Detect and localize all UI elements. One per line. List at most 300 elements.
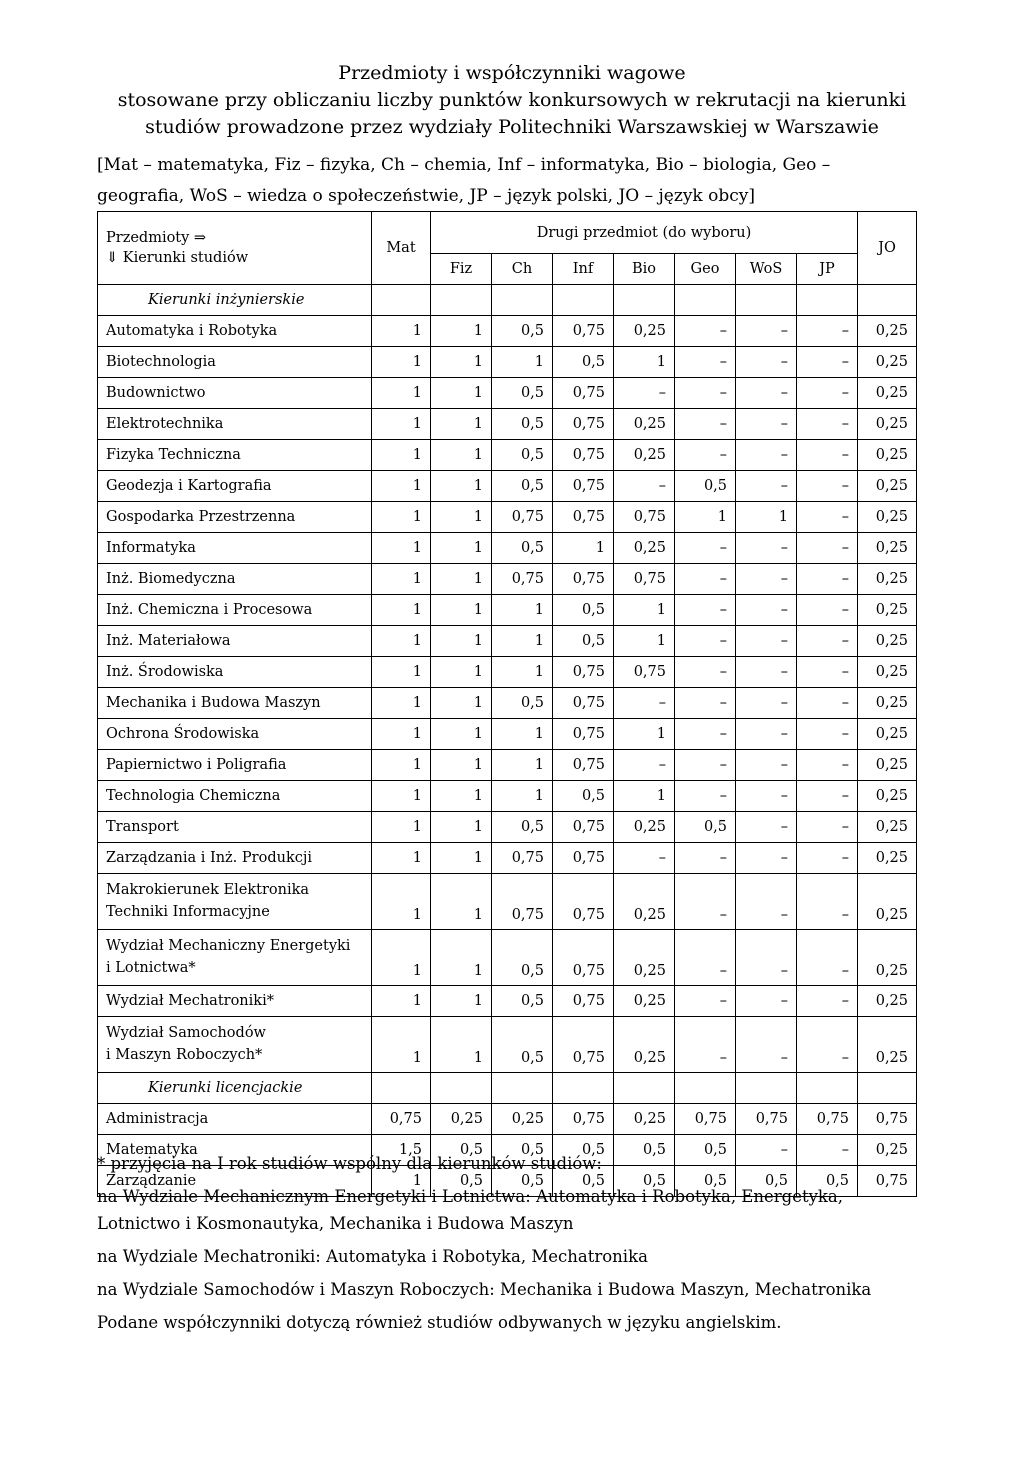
section-label: Kierunki licencjackie — [98, 1073, 372, 1104]
header-jo: JO — [858, 212, 917, 285]
coefficient-cell: – — [675, 595, 736, 626]
field-name: Biotechnologia — [98, 347, 372, 378]
field-name: Papiernictwo i Poligrafia — [98, 750, 372, 781]
coefficient-cell: 1 — [492, 626, 553, 657]
field-name-line-1: Wydział Samochodów — [106, 1025, 266, 1041]
coefficient-cell: 0,75 — [553, 930, 614, 986]
table-row — [98, 986, 917, 1017]
coefficient-cell: – — [675, 533, 736, 564]
coefficient-cell: 1 — [553, 533, 614, 564]
coefficient-cell: 0,75 — [675, 1104, 736, 1135]
coefficient-cell: 0,5 — [736, 1166, 797, 1197]
coefficient-cell: – — [614, 471, 675, 502]
coefficient-cell: 1 — [675, 502, 736, 533]
document-title — [0, 61, 1024, 142]
coefficient-cell: 1 — [431, 750, 492, 781]
coefficient-cell: 0,25 — [858, 626, 917, 657]
coefficient-cell: – — [675, 378, 736, 409]
coefficient-cell: 0,25 — [858, 719, 917, 750]
empty-cell — [614, 1073, 675, 1104]
field-name: Matematyka — [98, 1135, 372, 1166]
coefficient-cell: – — [797, 781, 858, 812]
coefficient-cell: 1 — [614, 626, 675, 657]
coefficient-cell: 0,5 — [492, 409, 553, 440]
coefficient-cell: – — [675, 781, 736, 812]
empty-cell — [431, 285, 492, 316]
coefficient-cell: – — [797, 347, 858, 378]
coefficient-cell: 0,75 — [858, 1104, 917, 1135]
field-name: Informatyka — [98, 533, 372, 564]
coefficient-cell: – — [736, 874, 797, 930]
coefficient-cell: 0,5 — [492, 533, 553, 564]
coefficient-cell: 0,25 — [858, 930, 917, 986]
empty-cell — [553, 285, 614, 316]
coefficient-cell: 0,5 — [675, 1135, 736, 1166]
coefficient-cell: 0,25 — [614, 1017, 675, 1073]
footnote-mchtr: na Wydziale Mechatroniki: Automatyka i Robotyka, Mechatronika — [97, 1247, 648, 1266]
section-row — [98, 1073, 917, 1104]
coefficient-cell: 1,5 — [372, 1135, 431, 1166]
coefficient-cell: 1 — [372, 347, 431, 378]
table-row — [98, 1104, 917, 1135]
table-row — [98, 688, 917, 719]
coefficient-cell: 0,25 — [858, 688, 917, 719]
coefficient-cell: 1 — [372, 564, 431, 595]
coefficient-cell: 1 — [372, 409, 431, 440]
coefficient-cell: – — [797, 657, 858, 688]
coefficient-cell: 1 — [492, 347, 553, 378]
empty-cell — [372, 1073, 431, 1104]
title-line-2: stosowane przy obliczaniu liczby punktów konkursowych w rekrutacji na kierunki — [117, 89, 907, 111]
coefficient-cell: 0,25 — [858, 1135, 917, 1166]
coefficient-cell: 1 — [372, 1166, 431, 1197]
coefficient-cell: 0,75 — [736, 1104, 797, 1135]
field-name-line-2: Techniki Informacyjne — [106, 904, 270, 920]
coefficient-cell: 1 — [614, 347, 675, 378]
field-name-line-1: Wydział Mechaniczny Energetyki — [106, 938, 351, 954]
coefficient-cell: 0,25 — [431, 1104, 492, 1135]
coefficient-cell: – — [736, 781, 797, 812]
coefficient-cell: – — [675, 440, 736, 471]
coefficient-cell: – — [797, 409, 858, 440]
field-name: Zarządzanie — [98, 1166, 372, 1197]
table-row — [98, 1017, 917, 1073]
coefficient-cell: – — [675, 409, 736, 440]
coefficient-cell: 0,5 — [553, 1166, 614, 1197]
coefficient-cell: 0,5 — [553, 626, 614, 657]
coefficient-cell: 1 — [431, 626, 492, 657]
field-name: Budownictwo — [98, 378, 372, 409]
coefficient-cell: 1 — [431, 812, 492, 843]
header-subject: Fiz — [431, 254, 492, 285]
coefficient-cell: 0,5 — [492, 316, 553, 347]
coefficient-cell: – — [736, 986, 797, 1017]
table-row — [98, 347, 917, 378]
coefficient-cell: 1 — [492, 595, 553, 626]
footnote-star: * przyjęcia na I rok studiów wspólny dla kierunków studiów: — [97, 1154, 602, 1173]
header-subject: JP — [797, 254, 858, 285]
coefficient-cell: 0,75 — [492, 843, 553, 874]
coefficient-cell: 0,75 — [553, 688, 614, 719]
coefficient-cell: 1 — [431, 874, 492, 930]
table-row — [98, 440, 917, 471]
empty-cell — [675, 1073, 736, 1104]
coefficient-cell: – — [797, 502, 858, 533]
coefficient-cell: – — [675, 843, 736, 874]
coefficient-cell: 1 — [736, 502, 797, 533]
empty-cell — [736, 285, 797, 316]
coefficient-cell: 0,25 — [858, 843, 917, 874]
header-subject: Inf — [553, 254, 614, 285]
table-row — [98, 843, 917, 874]
coefficient-cell: 0,25 — [858, 440, 917, 471]
coefficient-cell: 0,25 — [858, 986, 917, 1017]
coefficient-cell: 0,75 — [492, 874, 553, 930]
table-row — [98, 409, 917, 440]
coefficient-cell: 0,75 — [553, 1017, 614, 1073]
coefficient-cell: 0,25 — [614, 316, 675, 347]
footnote-english: Podane współczynniki dotyczą również studiów odbywanych w języku angielskim. — [97, 1313, 782, 1332]
coefficient-cell: 1 — [431, 502, 492, 533]
coefficient-cell: 0,25 — [614, 874, 675, 930]
coefficient-cell: 1 — [372, 781, 431, 812]
coefficients-table — [97, 211, 917, 1197]
field-name: Elektrotechnika — [98, 409, 372, 440]
coefficient-cell: – — [797, 874, 858, 930]
coefficient-cell: – — [614, 688, 675, 719]
coefficient-cell: 1 — [372, 378, 431, 409]
coefficient-cell: 1 — [431, 378, 492, 409]
footnote-meil: na Wydziale Mechanicznym Energetyki i Lotnictwa: Automatyka i Robotyka, Energetyka, Lotnictwo i Kosmonautyka, Mechanika i Budowa Maszyn — [97, 1187, 843, 1233]
coefficient-cell: – — [675, 719, 736, 750]
coefficient-cell: 0,75 — [553, 657, 614, 688]
coefficient-cell: 0,25 — [858, 378, 917, 409]
coefficient-cell: – — [797, 719, 858, 750]
section-row — [98, 285, 917, 316]
coefficient-cell: 0,25 — [858, 564, 917, 595]
coefficient-cell: – — [614, 378, 675, 409]
footnotes — [97, 1150, 927, 1336]
coefficient-cell: – — [736, 657, 797, 688]
table-row — [98, 657, 917, 688]
table-row — [98, 595, 917, 626]
coefficient-cell: – — [736, 533, 797, 564]
field-name-line-1: Makrokierunek Elektronika — [106, 882, 310, 898]
header-subject: Ch — [492, 254, 553, 285]
title-line-1: Przedmioty i współczynniki wagowe — [338, 62, 686, 84]
header-row-1 — [98, 212, 917, 254]
coefficient-cell: 0,5 — [492, 986, 553, 1017]
coefficient-cell: 0,75 — [614, 502, 675, 533]
coefficient-cell: – — [736, 564, 797, 595]
field-name: Gospodarka Przestrzenna — [98, 502, 372, 533]
coefficient-cell: 0,5 — [553, 781, 614, 812]
coefficient-cell: 1 — [431, 440, 492, 471]
empty-cell — [553, 1073, 614, 1104]
coefficient-cell: 1 — [431, 471, 492, 502]
title-line-3: studiów prowadzone przez wydziały Politechniki Warszawskiej w Warszawie — [145, 116, 879, 138]
field-name: Wydział Mechatroniki* — [98, 986, 372, 1017]
coefficient-cell: – — [736, 626, 797, 657]
header-second-subject: Drugi przedmiot (do wyboru) — [431, 212, 858, 254]
coefficient-cell: 0,25 — [858, 874, 917, 930]
coefficient-cell: – — [675, 874, 736, 930]
coefficient-cell: – — [797, 378, 858, 409]
coefficient-cell: 0,75 — [614, 657, 675, 688]
field-name: Mechanika i Budowa Maszyn — [98, 688, 372, 719]
coefficient-cell: 1 — [372, 750, 431, 781]
coefficient-cell: 1 — [431, 781, 492, 812]
footnote-simr: na Wydziale Samochodów i Maszyn Roboczych: Mechanika i Budowa Maszyn, Mechatronika — [97, 1280, 872, 1299]
empty-cell — [492, 285, 553, 316]
coefficient-cell: – — [736, 688, 797, 719]
coefficient-cell: 1 — [372, 440, 431, 471]
coefficient-cell: 1 — [372, 843, 431, 874]
coefficient-cell: 0,75 — [797, 1104, 858, 1135]
coefficient-cell: 0,75 — [553, 843, 614, 874]
coefficient-cell: 0,5 — [492, 1166, 553, 1197]
coefficient-cell: 0,75 — [553, 564, 614, 595]
coefficient-cell: 1 — [372, 595, 431, 626]
coefficient-cell: 0,75 — [553, 409, 614, 440]
coefficient-cell: – — [797, 440, 858, 471]
coefficient-cell: – — [675, 564, 736, 595]
coefficient-cell: 0,5 — [492, 378, 553, 409]
table-row — [98, 471, 917, 502]
field-name: Fizyka Techniczna — [98, 440, 372, 471]
coefficient-cell: 0,25 — [614, 533, 675, 564]
coefficient-cell: – — [736, 378, 797, 409]
coefficient-cell: 0,25 — [614, 812, 675, 843]
coefficient-cell: 0,5 — [431, 1135, 492, 1166]
field-name: Technologia Chemiczna — [98, 781, 372, 812]
coefficient-cell: 0,5 — [614, 1135, 675, 1166]
empty-cell — [372, 285, 431, 316]
header-subjects-label: Przedmioty ⇒ — [106, 230, 207, 246]
coefficient-cell: 0,25 — [614, 986, 675, 1017]
coefficient-cell: 0,75 — [553, 440, 614, 471]
coefficient-cell: 0,75 — [553, 316, 614, 347]
table-row — [98, 533, 917, 564]
coefficient-cell: 1 — [431, 1017, 492, 1073]
coefficient-cell: – — [797, 843, 858, 874]
coefficient-cell: – — [797, 986, 858, 1017]
coefficient-cell: 1 — [431, 564, 492, 595]
coefficient-cell: 0,25 — [858, 657, 917, 688]
coefficient-cell: – — [675, 657, 736, 688]
coefficient-cell: – — [797, 1135, 858, 1166]
coefficient-cell: 0,25 — [858, 1017, 917, 1073]
table-body — [98, 285, 917, 1197]
coefficient-cell: – — [797, 812, 858, 843]
field-name — [98, 1017, 372, 1073]
coefficient-cell: 0,5 — [492, 440, 553, 471]
field-name — [98, 874, 372, 930]
coefficient-cell: 0,75 — [553, 502, 614, 533]
coefficient-cell: – — [675, 750, 736, 781]
table-row — [98, 626, 917, 657]
coefficient-cell: 1 — [431, 657, 492, 688]
coefficient-cell: 0,25 — [858, 781, 917, 812]
coefficient-cell: 0,25 — [614, 440, 675, 471]
coefficient-cell: 0,75 — [372, 1104, 431, 1135]
coefficient-cell: 0,25 — [858, 316, 917, 347]
coefficient-cell: – — [797, 471, 858, 502]
table-row — [98, 750, 917, 781]
coefficient-cell: – — [797, 564, 858, 595]
field-name: Ochrona Środowiska — [98, 719, 372, 750]
coefficient-cell: 0,5 — [614, 1166, 675, 1197]
coefficient-cell: – — [736, 316, 797, 347]
coefficient-cell: 1 — [372, 316, 431, 347]
coefficient-cell: 1 — [431, 930, 492, 986]
coefficient-cell: 0,5 — [553, 347, 614, 378]
coefficient-cell: – — [736, 750, 797, 781]
empty-cell — [858, 1073, 917, 1104]
coefficient-cell: 0,75 — [858, 1166, 917, 1197]
coefficient-cell: 0,5 — [675, 812, 736, 843]
coefficient-cell: – — [736, 595, 797, 626]
coefficient-cell: 0,75 — [492, 502, 553, 533]
coefficient-cell: 1 — [431, 688, 492, 719]
field-name-line-2: i Lotnictwa* — [106, 960, 196, 976]
header-corner — [98, 212, 372, 285]
field-name: Zarządzania i Inż. Produkcji — [98, 843, 372, 874]
coefficient-cell: 1 — [492, 750, 553, 781]
coefficient-cell: 0,75 — [553, 750, 614, 781]
field-name: Inż. Środowiska — [98, 657, 372, 688]
coefficient-cell: – — [736, 471, 797, 502]
coefficient-cell: 0,25 — [492, 1104, 553, 1135]
field-name: Inż. Materiałowa — [98, 626, 372, 657]
empty-cell — [858, 285, 917, 316]
coefficient-cell: 0,25 — [614, 930, 675, 986]
field-name: Inż. Biomedyczna — [98, 564, 372, 595]
coefficient-cell: – — [675, 347, 736, 378]
coefficient-cell: 0,25 — [858, 750, 917, 781]
coefficient-cell: 0,25 — [858, 533, 917, 564]
coefficient-cell: 0,5 — [492, 930, 553, 986]
coefficient-cell: – — [675, 316, 736, 347]
field-name: Geodezja i Kartografia — [98, 471, 372, 502]
coefficient-cell: 0,75 — [553, 812, 614, 843]
field-name: Transport — [98, 812, 372, 843]
coefficient-cell: 1 — [431, 595, 492, 626]
coefficient-cell: 1 — [492, 719, 553, 750]
table-row — [98, 502, 917, 533]
section-label: Kierunki inżynierskie — [98, 285, 372, 316]
coefficient-cell: – — [675, 688, 736, 719]
field-name — [98, 930, 372, 986]
coefficient-cell: – — [614, 750, 675, 781]
header-subject: Bio — [614, 254, 675, 285]
coefficient-cell: 0,5 — [492, 688, 553, 719]
coefficient-cell: – — [675, 930, 736, 986]
coefficient-cell: 0,75 — [553, 874, 614, 930]
coefficient-cell: 0,25 — [858, 812, 917, 843]
coefficient-cell: 1 — [372, 1017, 431, 1073]
coefficient-cell: 1 — [431, 843, 492, 874]
coefficient-cell: 1 — [372, 874, 431, 930]
coefficient-cell: 0,75 — [553, 471, 614, 502]
coefficient-cell: 0,75 — [614, 564, 675, 595]
coefficient-cell: – — [797, 750, 858, 781]
table-row — [98, 781, 917, 812]
coefficient-cell: 1 — [372, 533, 431, 564]
coefficient-cell: – — [797, 316, 858, 347]
coefficient-cell: 1 — [614, 595, 675, 626]
coefficient-cell: 1 — [431, 409, 492, 440]
coefficient-cell: 0,5 — [492, 812, 553, 843]
coefficient-cell: 0,5 — [553, 595, 614, 626]
field-name: Automatyka i Robotyka — [98, 316, 372, 347]
table-row — [98, 812, 917, 843]
coefficient-cell: – — [675, 1017, 736, 1073]
coefficient-cell: – — [797, 595, 858, 626]
coefficient-cell: 1 — [372, 502, 431, 533]
coefficient-cell: – — [675, 986, 736, 1017]
empty-cell — [797, 285, 858, 316]
coefficient-cell: – — [736, 409, 797, 440]
field-name: Administracja — [98, 1104, 372, 1135]
coefficient-cell: 1 — [372, 986, 431, 1017]
coefficient-cell: 1 — [431, 719, 492, 750]
coefficient-cell: 1 — [372, 719, 431, 750]
coefficient-cell: – — [675, 626, 736, 657]
coefficient-cell: 1 — [372, 471, 431, 502]
coefficient-cell: – — [797, 1017, 858, 1073]
table-row — [98, 719, 917, 750]
coefficient-cell: 1 — [372, 812, 431, 843]
coefficient-cell: 0,25 — [858, 347, 917, 378]
coefficient-cell: – — [736, 440, 797, 471]
coefficient-cell: 1 — [431, 533, 492, 564]
coefficient-cell: 0,5 — [675, 471, 736, 502]
legend-line-2: geografia, WoS – wiedza o społeczeństwie, JP – język polski, JO – język obcy] — [97, 186, 756, 206]
coefficient-cell: – — [797, 533, 858, 564]
empty-cell — [492, 1073, 553, 1104]
coefficient-cell: 0,75 — [553, 378, 614, 409]
coefficient-cell: – — [736, 812, 797, 843]
coefficient-cell: 0,25 — [614, 409, 675, 440]
coefficient-cell: 1 — [431, 986, 492, 1017]
coefficient-cell: – — [736, 843, 797, 874]
coefficient-cell: 0,75 — [553, 1104, 614, 1135]
table-row — [98, 316, 917, 347]
coefficient-cell: 1 — [372, 688, 431, 719]
header-fields-label: ⇓ Kierunki studiów — [106, 250, 249, 266]
table-row — [98, 378, 917, 409]
coefficient-cell: 0,25 — [614, 1104, 675, 1135]
empty-cell — [431, 1073, 492, 1104]
coefficient-cell: 0,5 — [797, 1166, 858, 1197]
coefficient-cell: – — [797, 626, 858, 657]
coefficient-cell: 1 — [614, 719, 675, 750]
coefficient-cell: 0,25 — [858, 409, 917, 440]
coefficient-cell: 1 — [431, 347, 492, 378]
empty-cell — [797, 1073, 858, 1104]
header-subject: WoS — [736, 254, 797, 285]
coefficient-cell: 1 — [372, 657, 431, 688]
coefficient-cell: 0,25 — [858, 595, 917, 626]
coefficient-cell: 1 — [372, 930, 431, 986]
coefficient-cell: 0,75 — [492, 564, 553, 595]
coefficient-cell: 0,75 — [553, 986, 614, 1017]
coefficient-cell: 0,5 — [492, 471, 553, 502]
table-row — [98, 564, 917, 595]
coefficient-cell: – — [736, 1017, 797, 1073]
header-mat: Mat — [372, 212, 431, 285]
